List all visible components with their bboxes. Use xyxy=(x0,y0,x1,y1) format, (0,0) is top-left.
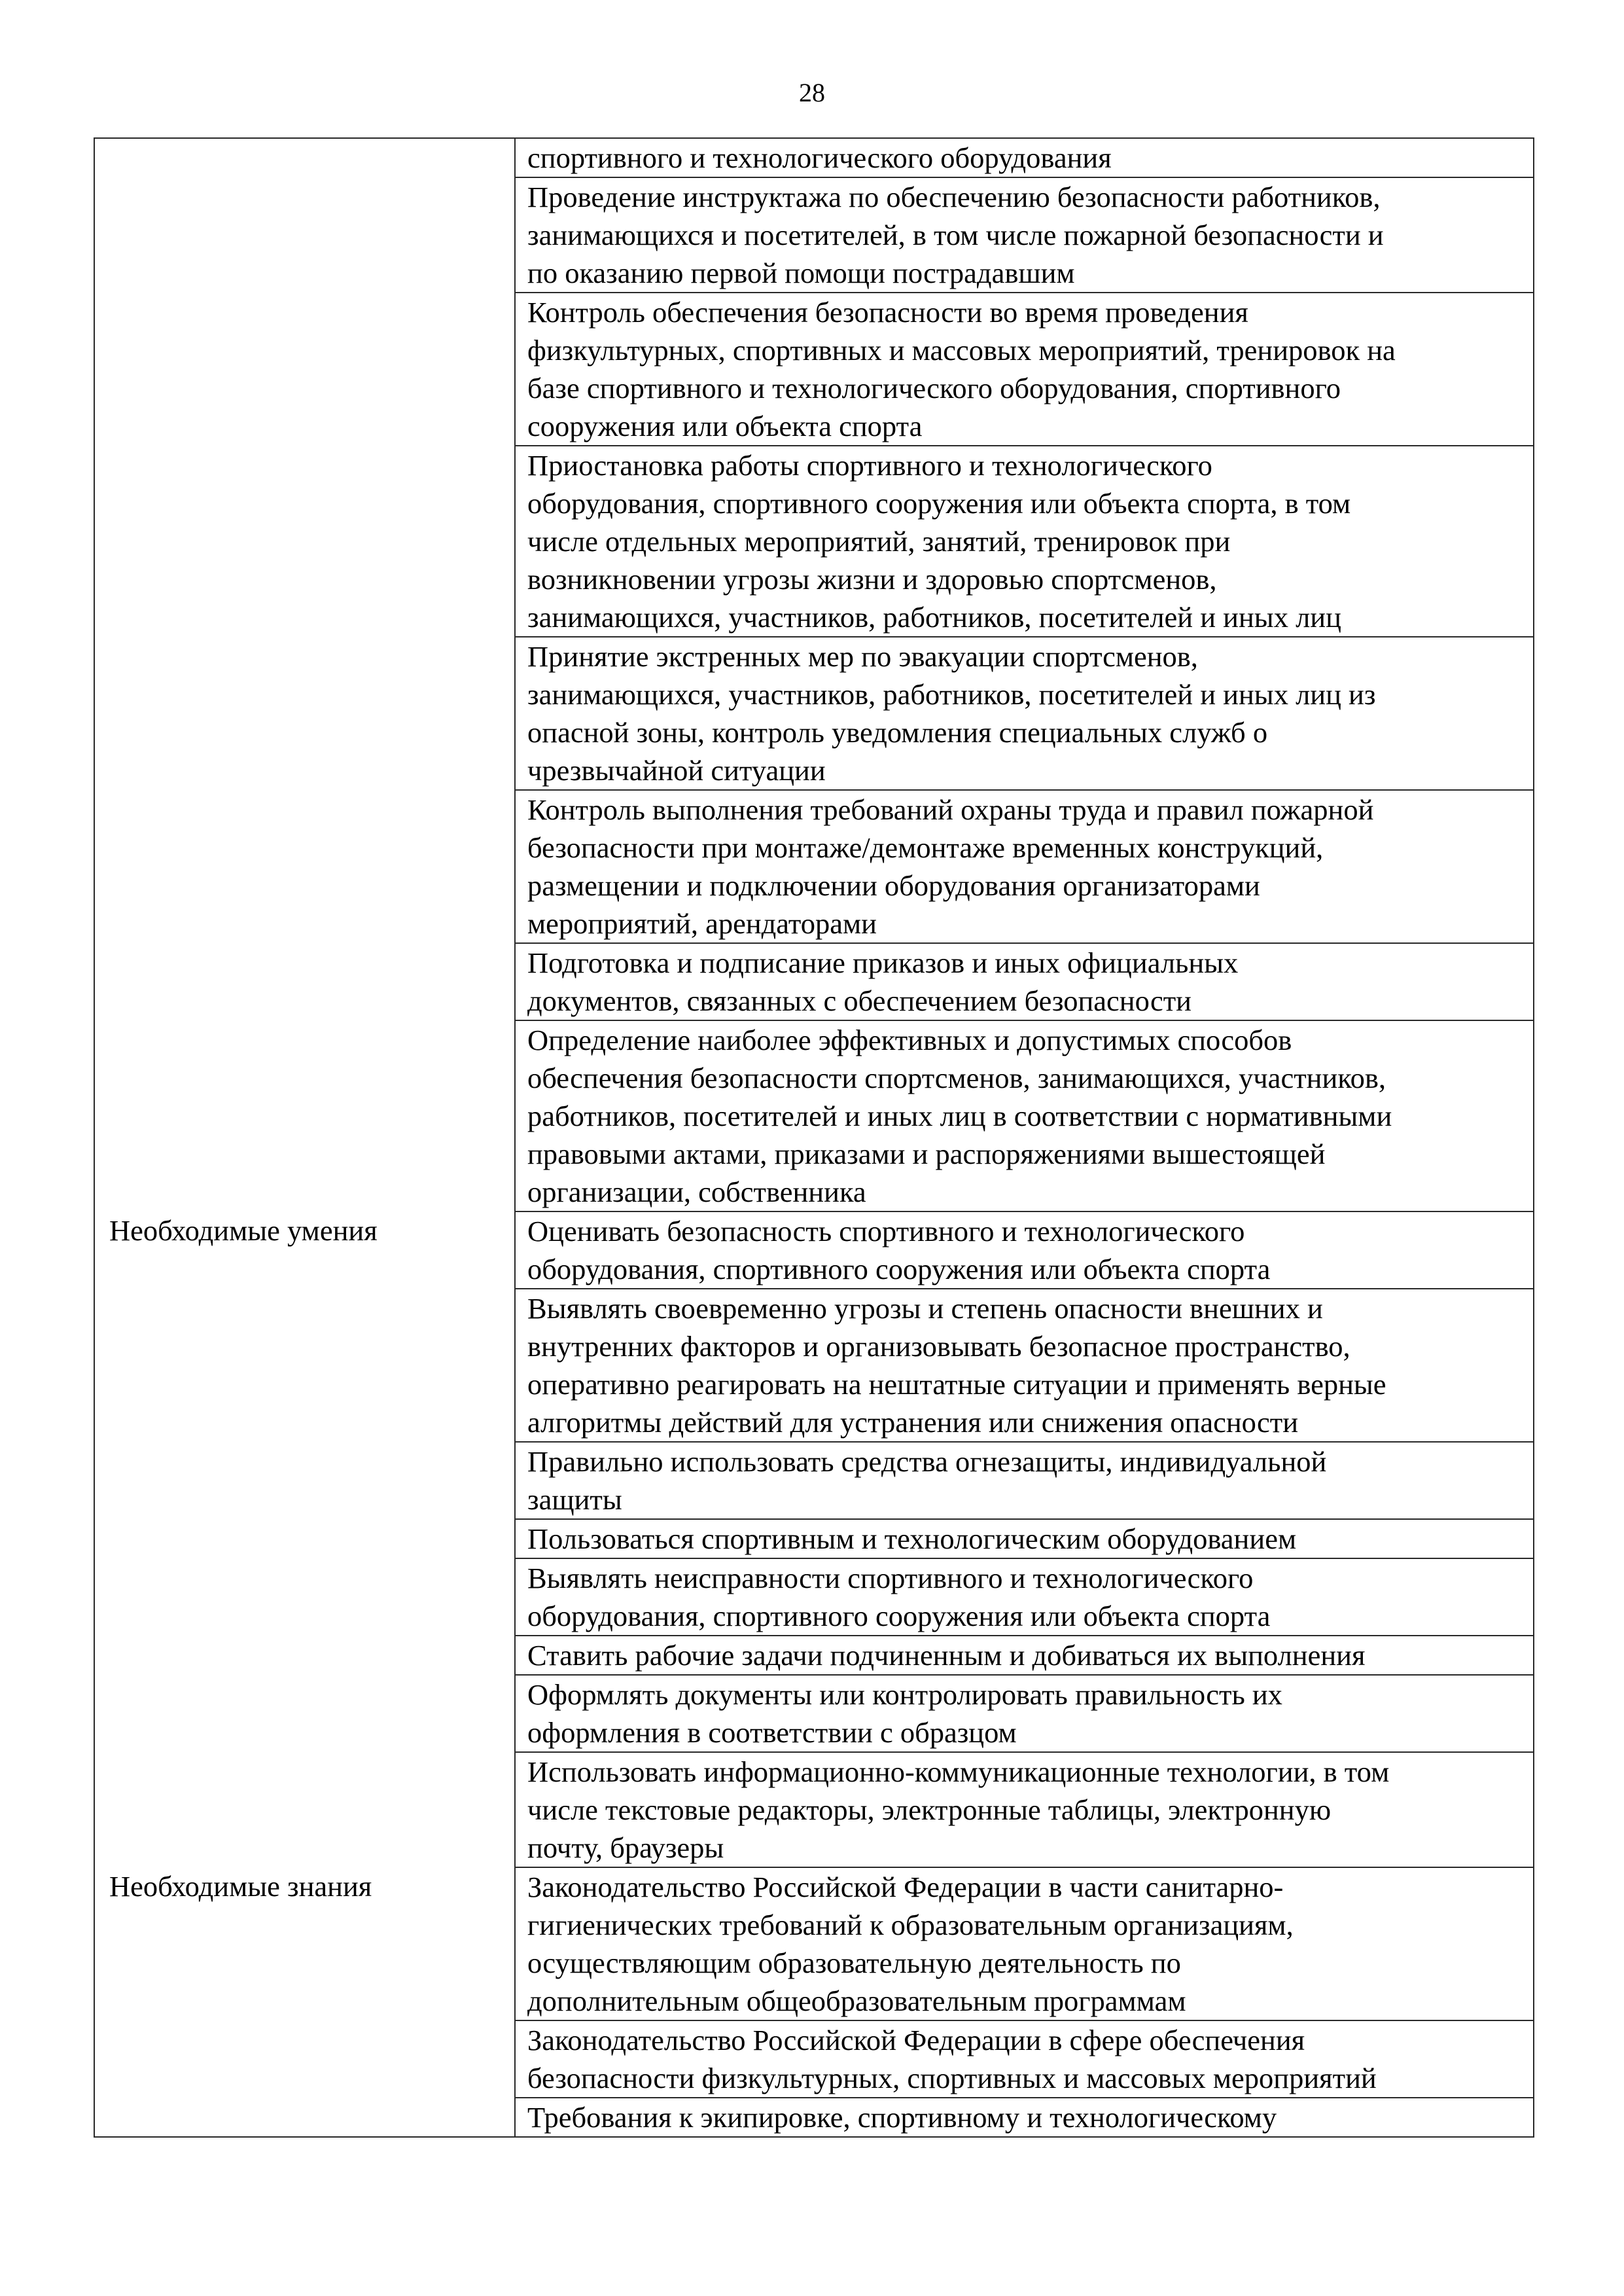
requirement-item: Выявлять неисправности спортивного и технологического оборудования, спортивного сооружения или объекта спорта xyxy=(515,1558,1534,1636)
requirement-item: Подготовка и подписание приказов и иных официальных документов, связанных с обеспечением безопасности xyxy=(515,943,1534,1020)
requirement-item: Оценивать безопасность спортивного и технологического оборудования, спортивного сооружения или объекта спорта xyxy=(515,1211,1534,1289)
section-label xyxy=(94,138,515,1211)
requirement-item: Правильно использовать средства огнезащиты, индивидуальной защиты xyxy=(515,1442,1534,1519)
requirement-item: Законодательство Российской Федерации в сфере обеспечения безопасности физкультурных, спортивных и массовых мероприятий xyxy=(515,2020,1534,2098)
table-row xyxy=(94,1867,1534,2020)
requirement-item: Оформлять документы или контролировать правильность их оформления в соответствии с образцом xyxy=(515,1675,1534,1752)
table-body xyxy=(94,138,1534,2137)
table-row xyxy=(94,1211,1534,1289)
requirement-item: спортивного и технологического оборудования xyxy=(515,138,1534,177)
table-row xyxy=(94,138,1534,177)
requirement-item: Проведение инструктажа по обеспечению безопасности работников, занимающихся и посетителей, в том числе пожарной безопасности и по оказанию первой помощи пострадавшим xyxy=(515,177,1534,293)
requirement-item: Использовать информационно-коммуникационные технологии, в том числе текстовые редакторы, электронные таблицы, электронную почту, браузеры xyxy=(515,1752,1534,1867)
requirements-table xyxy=(94,137,1534,2138)
requirement-item: Выявлять своевременно угрозы и степень опасности внешних и внутренних факторов и организовывать безопасное пространство, оперативно реагировать на нештатные ситуации и применять верные алгоритмы действий для устранения или снижения опасности xyxy=(515,1289,1534,1442)
requirement-item: Контроль обеспечения безопасности во время проведения физкультурных, спортивных и массовых мероприятий, тренировок на базе спортивного и технологического оборудования, спортивного сооружения или объекта спорта xyxy=(515,293,1534,446)
requirement-item: Приостановка работы спортивного и технологического оборудования, спортивного сооружения или объекта спорта, в том числе отдельных мероприятий, занятий, тренировок при возникновении угрозы жизни и здоровью спортсменов, занимающихся, участников, работников, посетителей и иных лиц xyxy=(515,446,1534,637)
requirement-item: Требования к экипировке, спортивному и технологическому xyxy=(515,2098,1534,2137)
page-number: 28 xyxy=(799,78,825,107)
requirement-item: Контроль выполнения требований охраны труда и правил пожарной безопасности при монтаже/демонтаже временных конструкций, размещении и подключении оборудования организаторами мероприятий, арендаторами xyxy=(515,790,1534,943)
requirement-item: Законодательство Российской Федерации в части санитарно- гигиенических требований к образовательным организациям, осуществляющим образовательную деятельность по дополнительным общеобразовательным программам xyxy=(515,1867,1534,2020)
requirement-item: Определение наиболее эффективных и допустимых способов обеспечения безопасности спортсменов, занимающихся, участников, работников, посетителей и иных лиц в соответствии с нормативными правовыми актами, приказами и распоряжениями вышестоящей организации, собственника xyxy=(515,1020,1534,1211)
section-label: Необходимые знания xyxy=(94,1867,515,2137)
requirement-item: Ставить рабочие задачи подчиненным и добиваться их выполнения xyxy=(515,1636,1534,1675)
requirement-item: Пользоваться спортивным и технологическим оборудованием xyxy=(515,1519,1534,1558)
section-label: Необходимые умения xyxy=(94,1211,515,1867)
requirement-item: Принятие экстренных мер по эвакуации спортсменов, занимающихся, участников, работников, посетителей и иных лиц из опасной зоны, контроль уведомления специальных служб о чрезвычайной ситуации xyxy=(515,637,1534,790)
